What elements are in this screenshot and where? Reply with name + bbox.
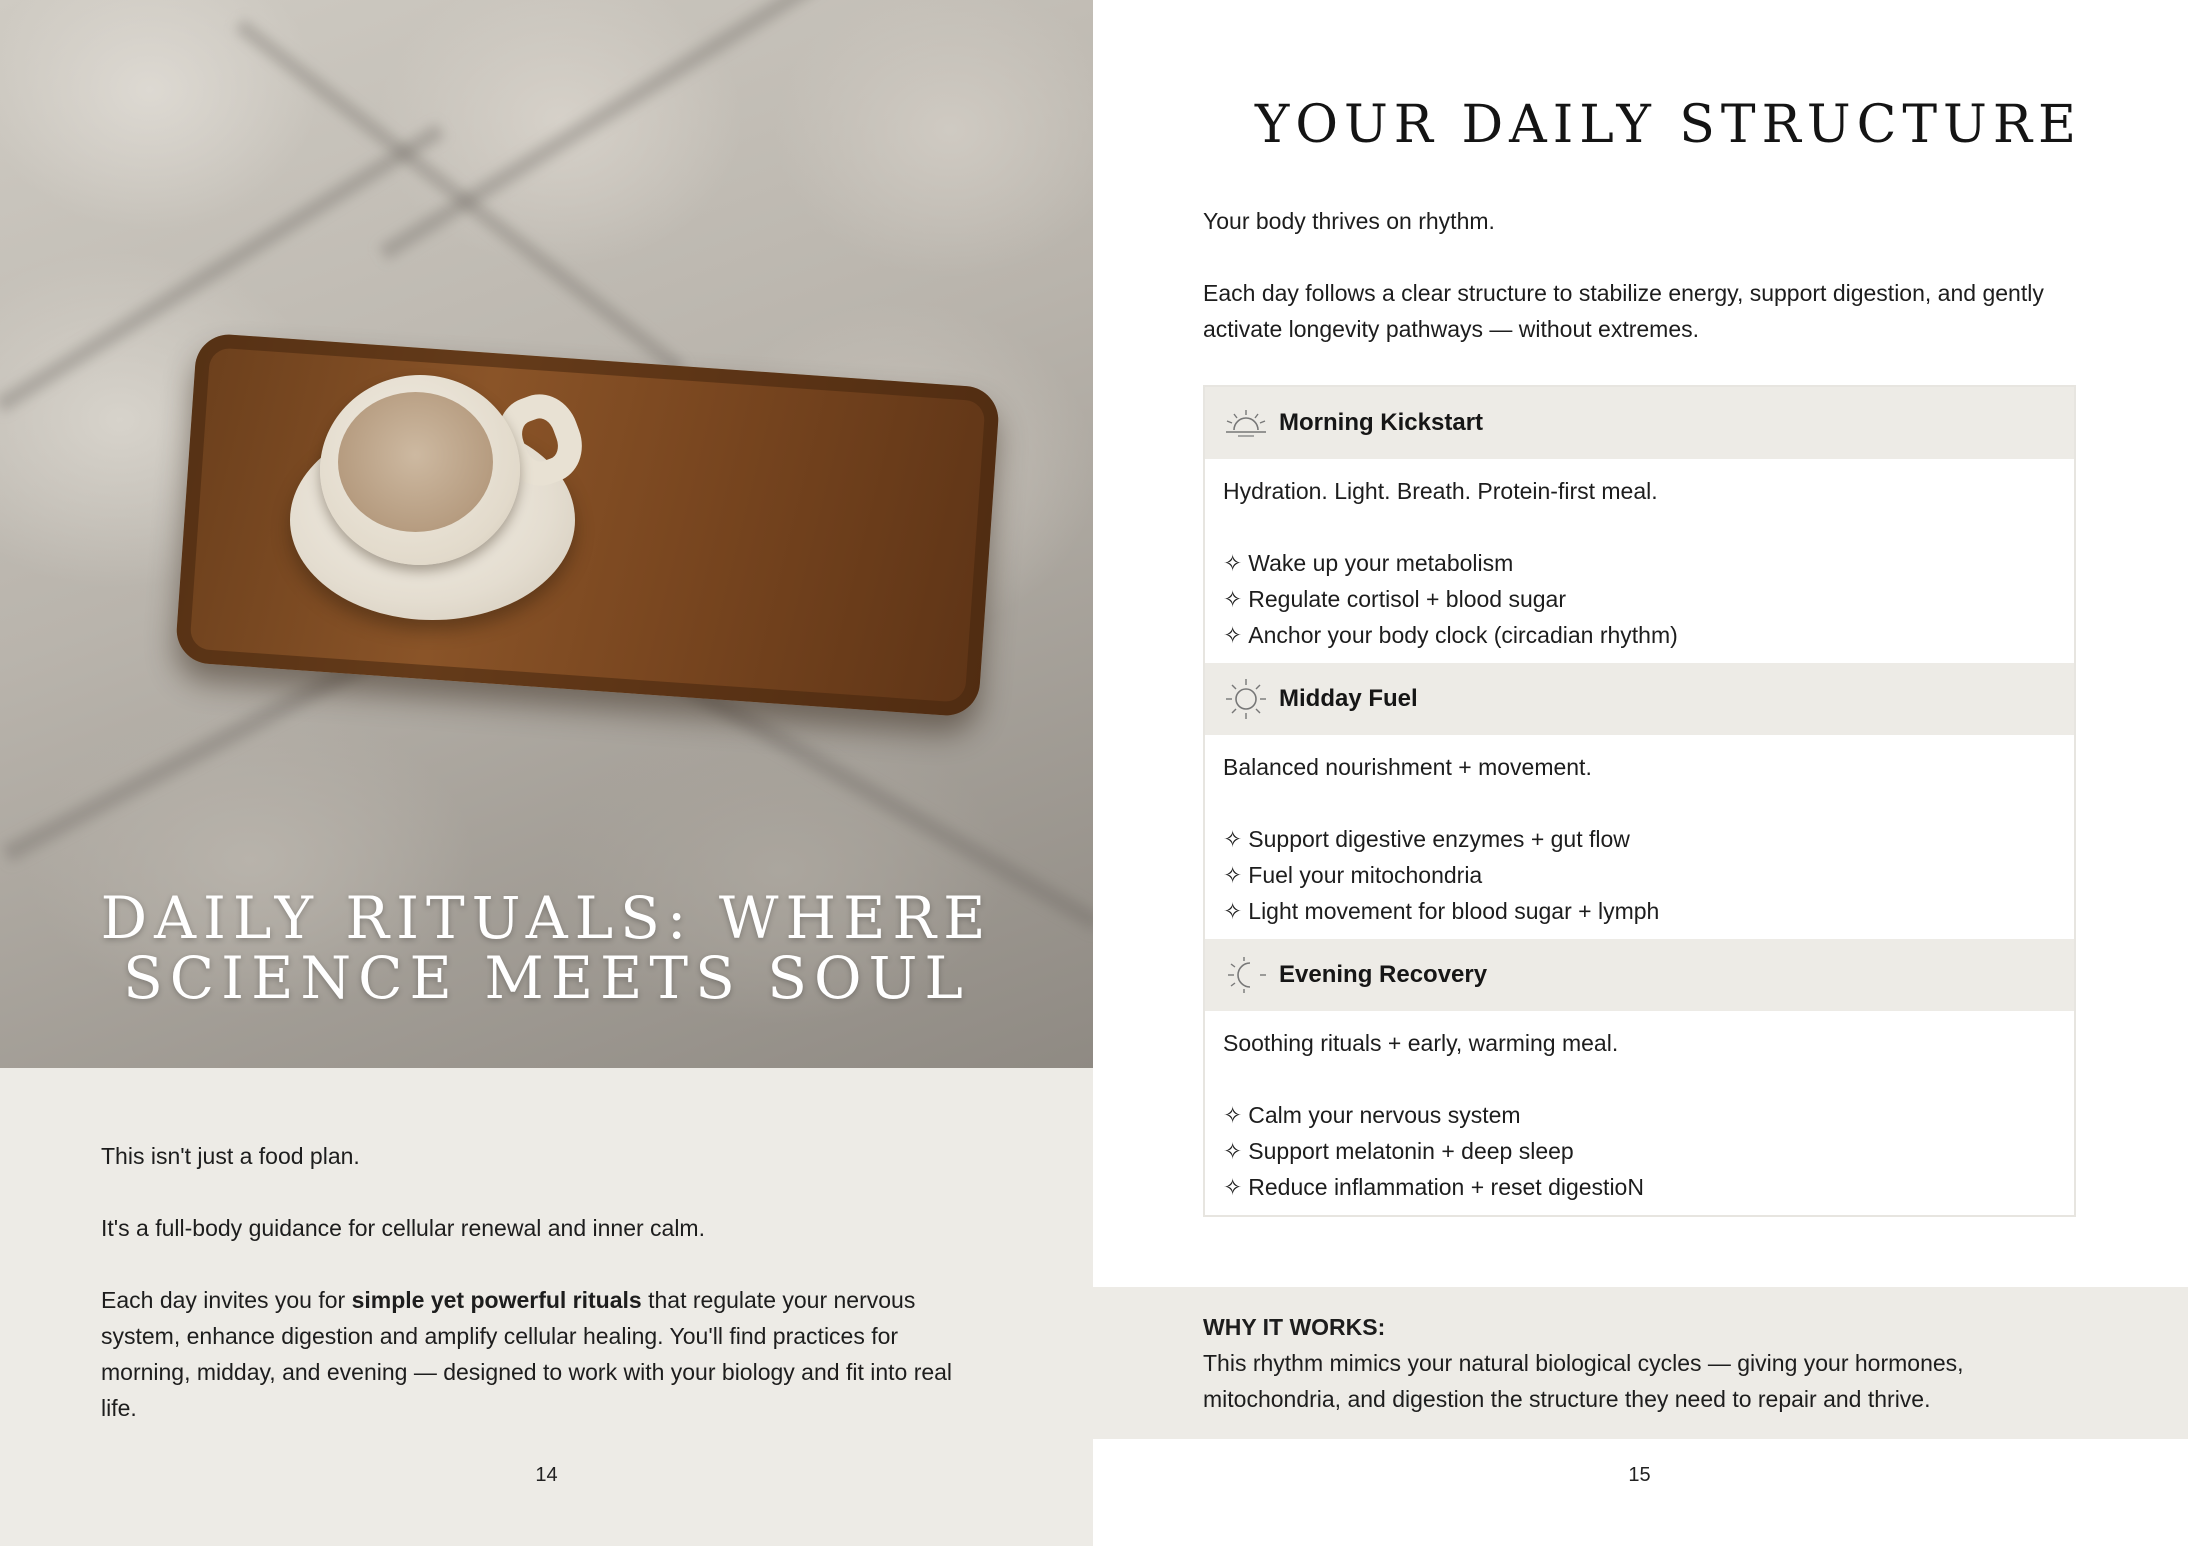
sparkle-icon: ✧ xyxy=(1223,862,1243,888)
section-body-midday xyxy=(1205,735,2074,939)
list-item: ✧ Support melatonin + deep sleep xyxy=(1223,1138,1574,1164)
section-intro: Hydration. Light. Breath. Protein-first meal. xyxy=(1223,478,1658,504)
sun-icon xyxy=(1223,676,1269,722)
sparkle-icon: ✧ xyxy=(1223,622,1243,648)
sparkle-icon: ✧ xyxy=(1223,1138,1243,1164)
section-header-evening xyxy=(1205,939,2074,1011)
sunrise-icon xyxy=(1223,400,1269,446)
sparkle-icon: ✧ xyxy=(1223,1102,1243,1128)
paragraph-3-start: Each day invites you for xyxy=(101,1287,352,1313)
section-title: Midday Fuel xyxy=(1279,685,1418,712)
section-header-morning xyxy=(1205,387,2074,459)
coffee xyxy=(338,392,493,532)
section-intro: Soothing rituals + early, warming meal. xyxy=(1223,1030,1619,1056)
sparkle-icon: ✧ xyxy=(1223,586,1243,612)
list-item: ✧ Reduce inflammation + reset digestioN xyxy=(1223,1174,1644,1200)
list-item: ✧ Calm your nervous system xyxy=(1223,1102,1521,1128)
photo-title-line-1: DAILY RITUALS: WHERE xyxy=(100,884,993,952)
page-title: YOUR DAILY STRUCTURE xyxy=(1254,95,2082,155)
sparkle-icon: ✧ xyxy=(1223,550,1243,576)
coffee-tray-photo xyxy=(0,0,1093,1068)
right-page xyxy=(1093,0,2194,1546)
left-page xyxy=(0,0,1093,1546)
section-header-midday xyxy=(1205,663,2074,735)
paragraph-2: It's a full-body guidance for cellular renewal and inner calm. xyxy=(101,1215,705,1241)
why-text: This rhythm mimics your natural biological cycles — giving your hormones, mitochondria, and digestion the structure they need to repair and thrive. xyxy=(1203,1350,1964,1412)
list-item: ✧ Support digestive enzymes + gut flow xyxy=(1223,826,1630,852)
paragraph-3 xyxy=(101,1282,981,1426)
sparkle-icon: ✧ xyxy=(1223,826,1243,852)
why-heading: WHY IT WORKS: xyxy=(1203,1314,1386,1340)
list-item: ✧ Wake up your metabolism xyxy=(1223,550,1514,576)
intro-line-2: Each day follows a clear structure to stabilize energy, support digestion, and gently activate longevity pathways — without extremes. xyxy=(1203,280,2044,342)
paragraph-3-end: that regulate your nervous system, enhance digestion and amplify cellular healing. You'll find practices for morning, midday, and evening — designed to work with your biology and fit into real life. xyxy=(101,1287,953,1421)
intro-text xyxy=(1203,203,2103,383)
paragraph-1: This isn't just a food plan. xyxy=(101,1143,360,1169)
list-item: ✧ Anchor your body clock (circadian rhythm) xyxy=(1223,622,1678,648)
list-item: ✧ Fuel your mitochondria xyxy=(1223,862,1483,888)
section-intro: Balanced nourishment + movement. xyxy=(1223,754,1592,780)
section-body-evening xyxy=(1205,1011,2074,1215)
page-number-right: 15 xyxy=(1628,1464,1651,1486)
photo-title xyxy=(0,884,1093,1012)
section-title: Evening Recovery xyxy=(1279,961,1488,988)
section-body-morning xyxy=(1205,459,2074,663)
moon-icon xyxy=(1223,952,1269,998)
left-body-text xyxy=(101,1138,981,1462)
daily-structure-table xyxy=(1203,385,2076,1217)
list-item: ✧ Light movement for blood sugar + lymph xyxy=(1223,898,1660,924)
section-title: Morning Kickstart xyxy=(1279,409,1484,436)
list-item: ✧ Regulate cortisol + blood sugar xyxy=(1223,586,1567,612)
sparkle-icon: ✧ xyxy=(1223,1174,1243,1200)
photo-title-line-2: SCIENCE MEETS SOUL xyxy=(123,944,970,1012)
why-it-works-box xyxy=(1093,1287,2188,1439)
sparkle-icon: ✧ xyxy=(1223,898,1243,924)
paragraph-3-bold: simple yet powerful rituals xyxy=(351,1287,642,1313)
page-number-left: 14 xyxy=(535,1464,558,1486)
intro-line-1: Your body thrives on rhythm. xyxy=(1203,208,1495,234)
